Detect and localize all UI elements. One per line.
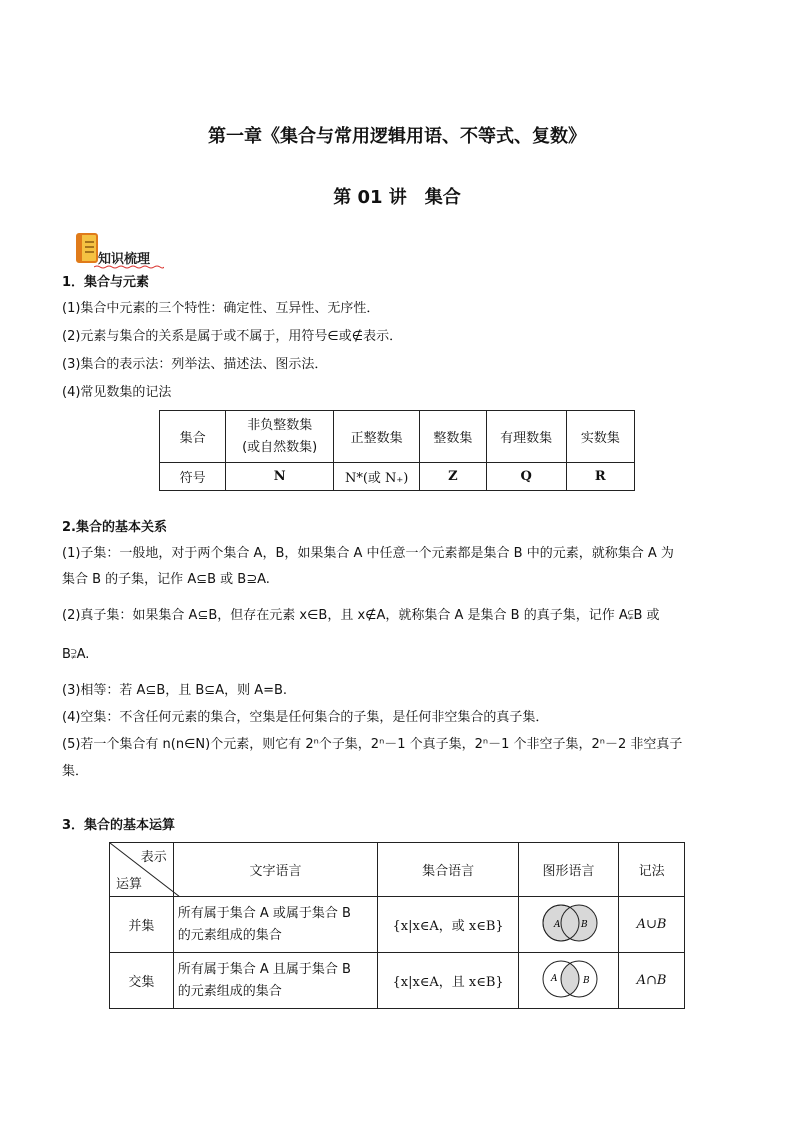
number-sets-table	[159, 410, 635, 491]
corner-bottom-label: 运算	[116, 877, 143, 892]
lecture-title: 第 01 讲 集合	[333, 187, 461, 208]
intersection-notation: A∩B	[619, 953, 685, 1009]
intersection-venn-a: A	[550, 973, 558, 984]
header-text-lang: 文字语言	[173, 843, 377, 897]
section1-heading: 1．集合与元素	[62, 275, 150, 290]
badge-label: 知识梳理	[98, 252, 151, 267]
section2-p3: (3)相等：若 A⊆B，且 B⊆A，则 A=B.	[62, 683, 288, 698]
corner-top-label: 表示	[140, 850, 167, 865]
union-venn-diagram	[534, 900, 604, 946]
section2-heading: 2.集合的基本关系	[62, 520, 167, 535]
cell-header-integer: 整数集	[420, 411, 486, 463]
section2-p1b: 集合 B 的子集，记作 A⊆B 或 B⊇A.	[62, 572, 270, 587]
section1-item-1: (1)集合中元素的三个特性：确定性、互异性、无序性．	[62, 301, 380, 316]
set-operations-table	[109, 842, 685, 1009]
section3-heading: 3．集合的基本运算	[62, 818, 176, 833]
union-text: 所有属于集合 A 或属于集合 B 的元素组成的集合	[173, 897, 377, 953]
section2-p4: (4)空集：不含任何元素的集合，空集是任何集合的子集，是任何非空集合的真子集．	[62, 710, 549, 725]
cell-header-natural: 非负整数集 (或自然数集)	[226, 411, 334, 463]
intersection-set-lang: {x|x∈A，且 x∈B}	[378, 953, 519, 1009]
section1-item-3: (3)集合的表示法：列举法、描述法、图示法．	[62, 357, 328, 372]
intersection-name: 交集	[110, 953, 174, 1009]
cell-header-positive: 正整数集	[334, 411, 420, 463]
intersection-venn	[518, 953, 618, 1009]
cell-header-rational: 有理数集	[486, 411, 566, 463]
cell-header-real: 实数集	[566, 411, 634, 463]
union-set-lang: {x|x∈A，或 x∈B}	[378, 897, 519, 953]
corner-cell	[110, 843, 174, 897]
cell-symbol-n: N	[226, 463, 334, 491]
intersection-venn-diagram	[534, 956, 604, 1002]
intersection-venn-b: B	[582, 975, 590, 986]
chapter-title: 第一章《集合与常用逻辑用语、不等式、复数》	[208, 126, 586, 147]
intersection-text: 所有属于集合 A 且属于集合 B 的元素组成的集合	[173, 953, 377, 1009]
section2-p5a: (5)若一个集合有 n(n∈N)个元素，则它有 2ⁿ个子集，2ⁿ－1 个真子集，2ⁿ－1 个非空子集，2ⁿ－2 非空真子	[62, 737, 683, 752]
squiggle-underline	[94, 265, 164, 269]
section1-item-4: (4)常见数集的记法	[62, 385, 172, 400]
cell-header-set: 集合	[160, 411, 226, 463]
header-notation: 记法	[619, 843, 685, 897]
section2-p2b: B⫌A.	[62, 647, 90, 662]
union-venn-a: A	[553, 919, 561, 930]
union-notation: A∪B	[619, 897, 685, 953]
section2-p5b: 集．	[62, 764, 89, 779]
cell-symbol-nstar: N*(或 N₊)	[334, 463, 420, 491]
union-venn	[518, 897, 618, 953]
cell-symbol-label: 符号	[160, 463, 226, 491]
header-set-lang: 集合语言	[378, 843, 519, 897]
union-name: 并集	[110, 897, 174, 953]
header-graph-lang: 图形语言	[518, 843, 618, 897]
cell-symbol-z: Z	[420, 463, 486, 491]
section2-p1a: (1)子集：一般地，对于两个集合 A，B，如果集合 A 中任意一个元素都是集合 B 中的元素，就称集合 A 为	[62, 546, 674, 561]
section2-p2a: (2)真子集：如果集合 A⊆B，但存在元素 x∈B，且 x∉A，就称集合 A 是集合 B 的真子集，记作 A⫋B 或	[62, 608, 660, 623]
section1-item-2: (2)元素与集合的关系是属于或不属于，用符号∈或∉表示．	[62, 329, 403, 344]
cell-symbol-r: R	[566, 463, 634, 491]
cell-symbol-q: Q	[486, 463, 566, 491]
union-venn-b: B	[580, 919, 588, 930]
